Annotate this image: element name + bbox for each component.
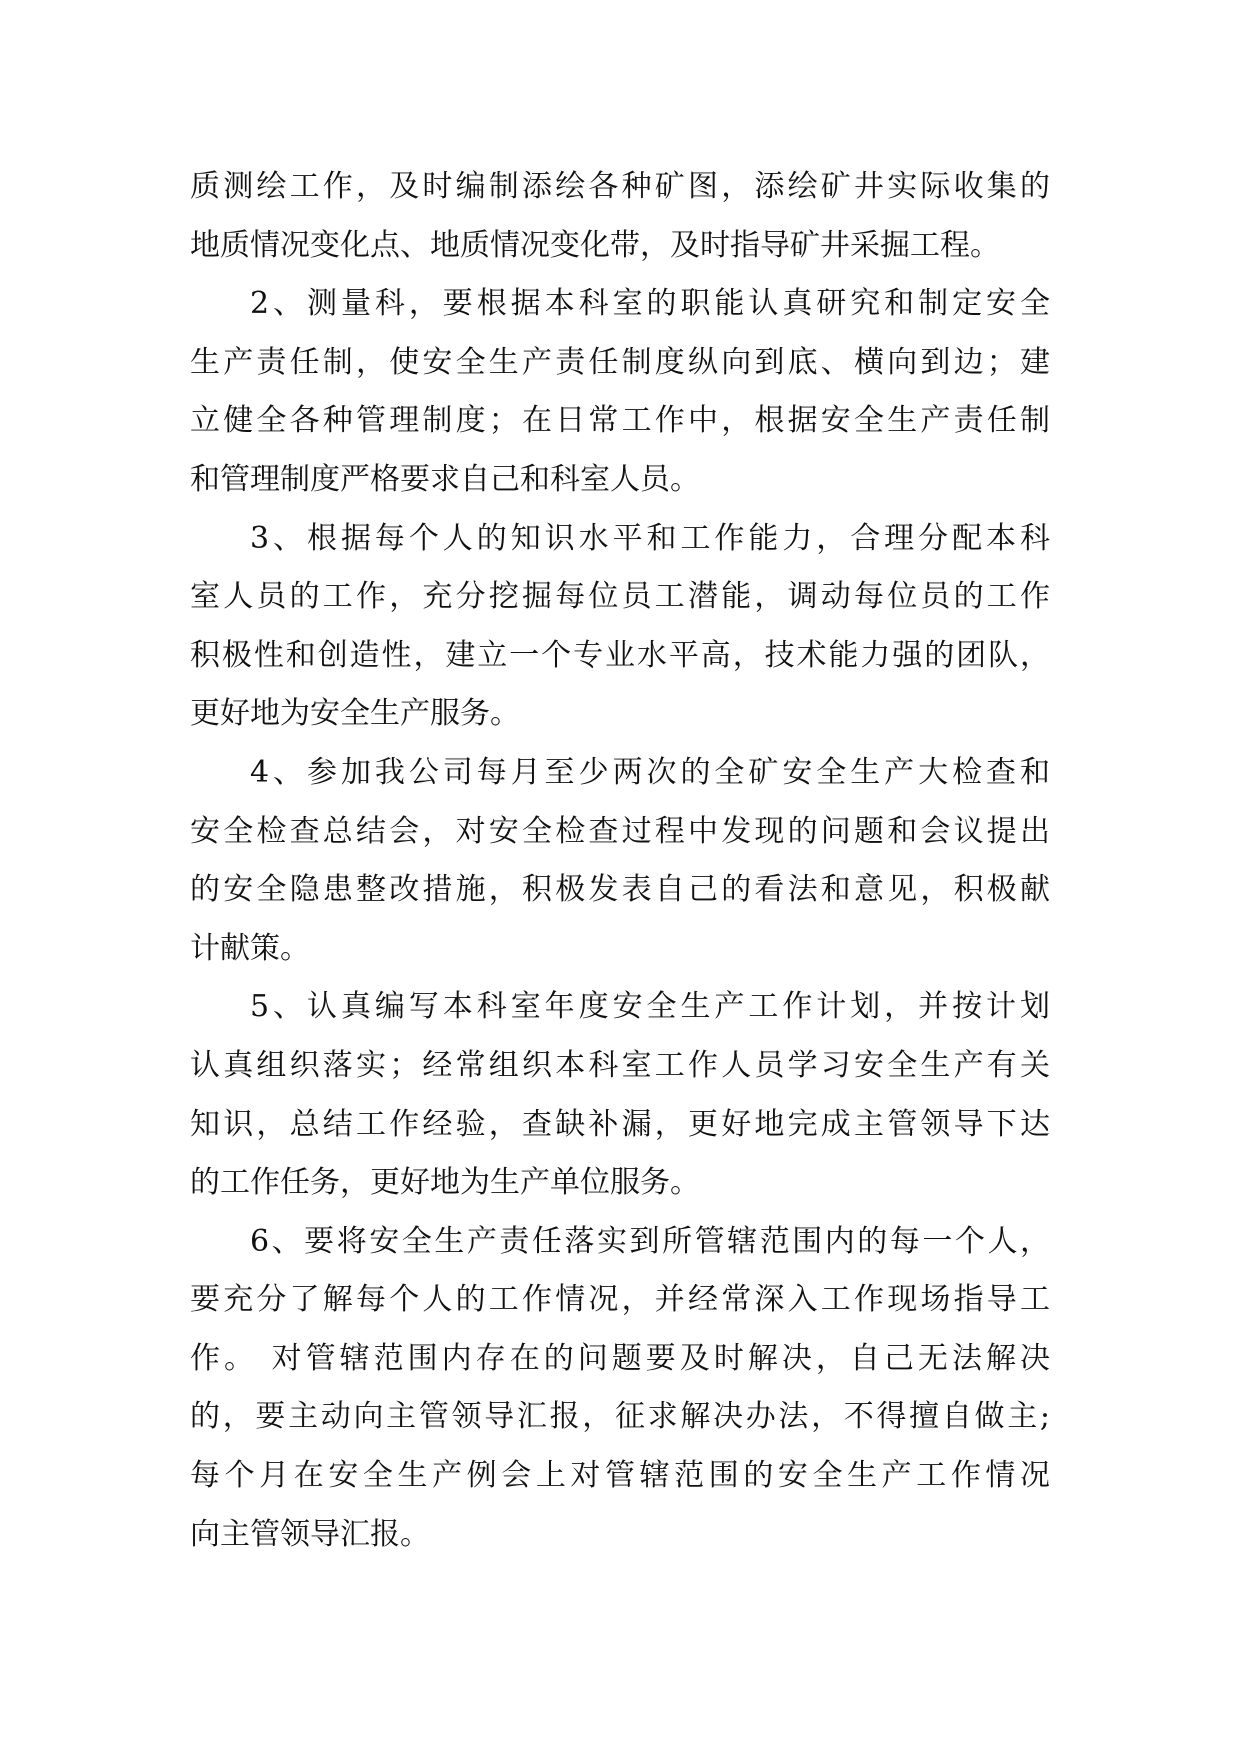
text-line: 室人员的工作，充分挖掘每位员工潜能，调动每位员的工作 [190, 579, 1050, 615]
paragraph-6 [190, 1213, 1050, 1565]
text-line: 4、参加我公司每月至少两次的全矿安全生产大检查和 [250, 754, 1050, 790]
paragraph-2 [190, 275, 1050, 509]
text-line: 5、认真编写本科室年度安全生产工作计划，并按计划 [250, 989, 1050, 1025]
text-line: 积极性和创造性，建立一个专业水平高，技术能力强的团队， [190, 637, 1050, 673]
paragraph-3 [190, 510, 1050, 744]
text-line: 3、根据每个人的知识水平和工作能力，合理分配本科 [250, 520, 1050, 556]
text-line: 的安全隐患整改措施，积极发表自己的看法和意见，积极献 [190, 872, 1050, 908]
text-line: 立健全各种管理制度；在日常工作中，根据安全生产责任制 [190, 403, 1050, 439]
text-line: 6、要将安全生产责任落实到所管辖范围内的每一个人， [250, 1223, 1050, 1259]
text-line: 更好地为安全生产服务。 [190, 696, 520, 732]
text-line: 每个月在安全生产例会上对管辖范围的安全生产工作情况 [190, 1458, 1050, 1494]
text-line: 地质情况变化点、地质情况变化带，及时指导矿井采掘工程。 [190, 227, 1000, 263]
paragraph-5 [190, 978, 1050, 1212]
paragraph-continued [190, 158, 1050, 275]
text-line: 生产责任制，使安全生产责任制度纵向到底、横向到边；建 [190, 344, 1050, 380]
text-line: 的，要主动向主管领导汇报，征求解决办法，不得擅自做主; [190, 1399, 1050, 1435]
paragraph-4 [190, 744, 1050, 978]
text-line: 和管理制度严格要求自己和科室人员。 [190, 461, 700, 497]
text-line: 知识，总结工作经验，查缺补漏，更好地完成主管领导下达 [190, 1106, 1050, 1142]
text-line: 安全检查总结会，对安全检查过程中发现的问题和会议提出 [190, 813, 1050, 849]
text-line: 认真组织落实；经常组织本科室工作人员学习安全生产有关 [190, 1047, 1050, 1083]
text-line: 2、测量科，要根据本科室的职能认真研究和制定安全 [250, 286, 1050, 322]
text-line: 质测绘工作，及时编制添绘各种矿图，添绘矿井实际收集的 [190, 169, 1050, 204]
text-line: 计献策。 [190, 930, 310, 966]
document-body [190, 158, 1050, 1564]
text-line: 作。 对管辖范围内存在的问题要及时解决，自己无法解决 [190, 1340, 1050, 1376]
text-line: 要充分了解每个人的工作情况，并经常深入工作现场指导工 [190, 1282, 1050, 1318]
text-line: 向主管领导汇报。 [190, 1516, 430, 1552]
text-line: 的工作任务，更好地为生产单位服务。 [190, 1165, 700, 1201]
